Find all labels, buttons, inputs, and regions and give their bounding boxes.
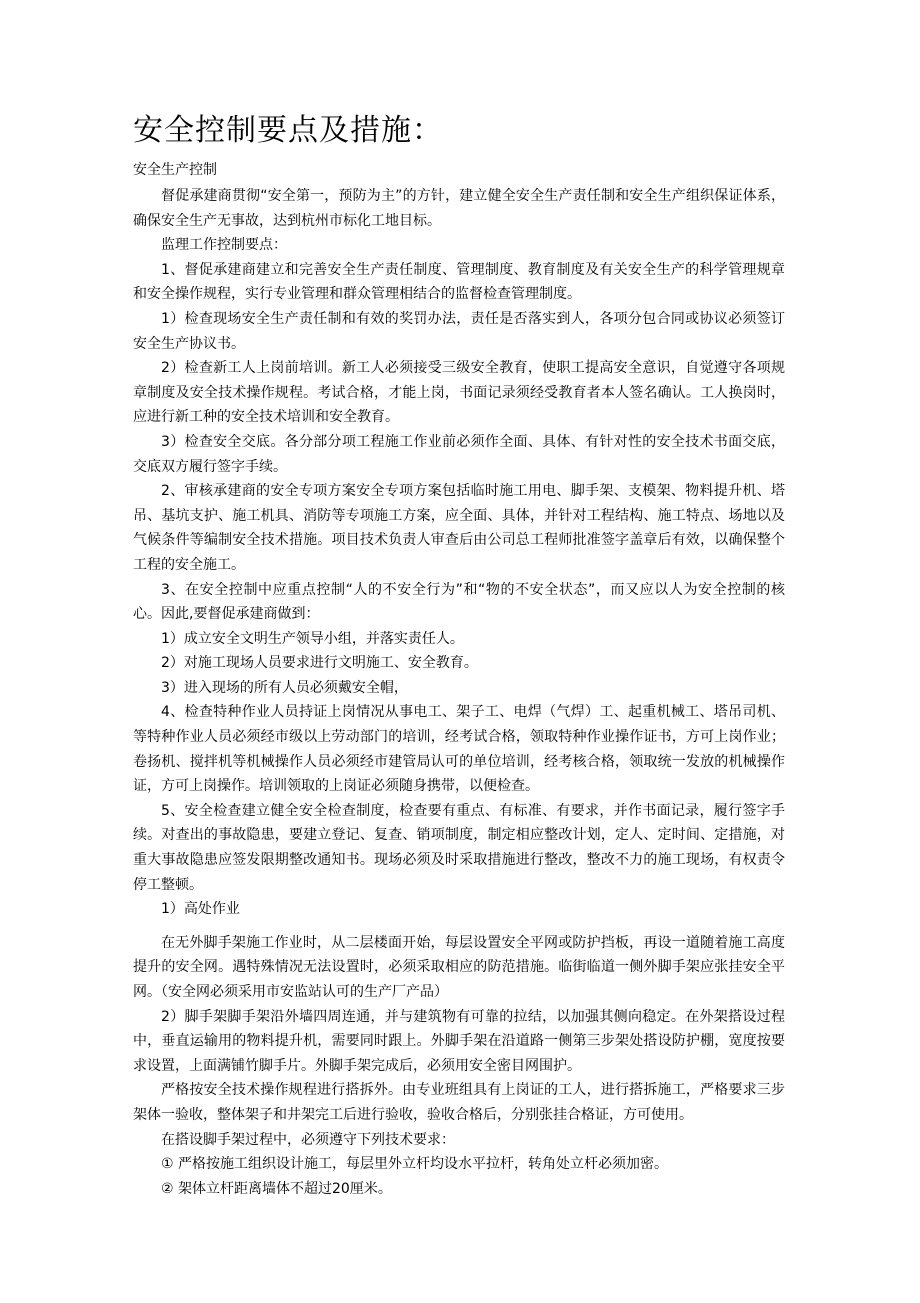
paragraph: 2）对施工现场人员要求进行文明施工、安全教育。 <box>161 655 478 672</box>
paragraph: 1）检查现场安全生产责任制和有效的奖罚办法，责任是否落实到人，各项分包合同或协议必须签订安全生产协议书。 <box>133 310 785 352</box>
paragraph: 督促承建商贯彻“安全第一，预防为主”的方针，建立健全安全生产责任制和安全生产组织保证体系，确保安全生产无事故，达到杭州市标化工地目标。 <box>133 188 785 229</box>
paragraph: 2、审核承建商的安全专项方案安全专项方案包括临时施工用电、脚手架、支模架、物料提升机、塔吊、基坑支护、施工机具、消防等专项施工方案，应全面、具体，并针对工程结构、施工特点、场地以及气候条件等编制安全技术措施。项目技术负责人审查后由公司总工程师批准签字盖章后有效，以确保整个工程的安全施工。 <box>133 483 785 573</box>
paragraph: 1）高处作业 <box>161 901 240 918</box>
list-item: ② 架体立杆距离墙体不超过20厘米。 <box>161 1180 392 1197</box>
document-title: 安全控制要点及措施： <box>133 113 443 148</box>
paragraph: 在无外脚手架施工作业时，从二层楼面开始，每层设置安全平网或防护挡板，再设一道随着施工高度提升的安全网。遇特殊情况无法设置时，必须采取相应的防范措施。临街临道一侧外脚手架应张挂安全平网。（安全网必须采用市安监站认可的生产厂产品） <box>133 934 785 1000</box>
paragraph: 2）脚手架脚手架沿外墙四周连通，并与建筑物有可靠的拉结，以加强其侧向稳定。在外架搭设过程中，垂直运输用的物料提升机，需要同时跟上。外脚手架在沿道路一侧第三步架处搭设防护棚，宽度按要求设置，上面满铺竹脚手片。外脚手架完成后，必须用安全密目网围护。 <box>133 1008 785 1074</box>
paragraph: 4、检查特种作业人员持证上岗情况从事电工、架子工、电焊（气焊）工、起重机械工、塔吊司机、等特种作业人员必须经市级以上劳动部门的培训，经考试合格，领取特种作业操作证书，方可上岗作业；卷扬机、搅拌机等机械操作人员必须经市建管局认可的单位培训，经考核合格，领取统一发放的机械操作证，方可上岗操作。培训领取的上岗证必须随身携带，以便检查。 <box>133 704 785 795</box>
paragraph: 1、督促承建商建立和完善安全生产责任制度、管理制度、教育制度及有关安全生产的科学管理规章和安全操作规程，实行专业管理和群众管理相结合的监督检查管理制度。 <box>133 261 785 303</box>
paragraph: 严格按安全技术操作规程进行搭拆外。由专业班组具有上岗证的工人，进行搭拆施工，严格要求三步架体一验收，整体架子和井架完工后进行验收，验收合格后，分别张挂合格证，方可使用。 <box>133 1082 785 1123</box>
paragraph: 3）检查安全交底。各分部分项工程施工作业前必须作全面、具体、有针对性的安全技术书面交底，交底双方履行签字手续。 <box>133 433 785 475</box>
paragraph: 3、在安全控制中应重点控制“人的不安全行为”和“物的不安全状态”，而又应以人为安全控制的核心。因此,要督促承建商做到： <box>133 581 785 623</box>
paragraph: 3）进入现场的所有人员必须戴安全帽， <box>161 679 408 696</box>
paragraph: 1）成立安全文明生产领导小组，并落实责任人。 <box>161 630 464 647</box>
section-heading: 安全生产控制 <box>133 162 217 178</box>
list-item: ① 严格按施工组织设计施工，每层里外立杆均设水平拉杆，转角处立杆必须加密。 <box>161 1156 668 1173</box>
paragraph: 2）检查新工人上岗前培训。新工人必须接受三级安全教育，使职工提高安全意识，自觉遵守各项规章制度及安全技术操作规程。考试合格，才能上岗，书面记录须经受教育者本人签名确认。工人换岗时，应进行新工种的安全技术培训和安全教育。 <box>133 360 785 426</box>
document-page <box>133 110 785 1201</box>
paragraph: 在搭设脚手架过程中，必须遵守下列技术要求： <box>161 1131 455 1148</box>
paragraph: 5、安全检查建立健全安全检查制度，检查要有重点、有标准、有要求，并作书面记录，履行签字手续。对查出的事故隐患，要建立登记、复查、销项制度，制定相应整改计划，定人、定时间、定措施，对重大事故隐患应签发限期整改通知书。现场必须及时采取措施进行整改，整改不力的施工现场，有权责令停工整顿。 <box>133 802 785 893</box>
paragraph: 监理工作控制要点： <box>161 237 287 254</box>
